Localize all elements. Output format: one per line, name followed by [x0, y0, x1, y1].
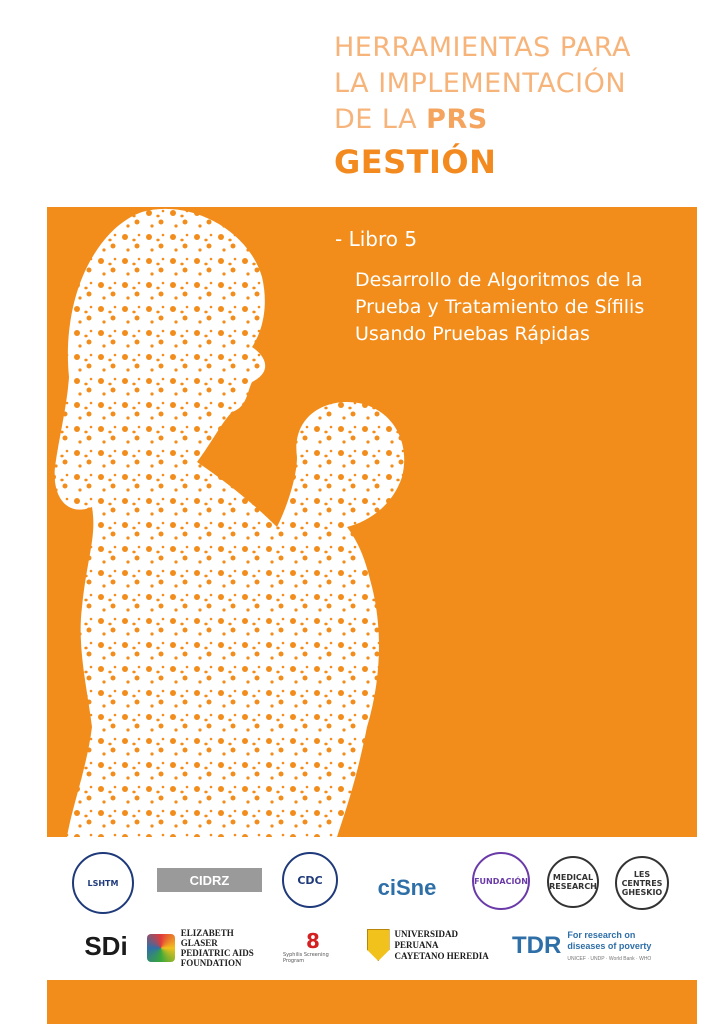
lshtm-logo: [72, 852, 134, 914]
lshtm-text: LSHTM: [87, 878, 119, 888]
book-subtitle-line-3: Usando Pruebas Rápidas: [355, 323, 590, 345]
partner-logos: [47, 838, 697, 980]
mrc-text: MEDICAL RESEARCH: [549, 873, 597, 891]
egpaf-kids-icon: [147, 934, 175, 962]
title-line-3-prefix: DE LA: [334, 104, 418, 135]
upch-logo: [367, 924, 497, 966]
title-line-3: [334, 102, 714, 138]
cisne-text: ciSne: [377, 875, 437, 900]
cover-title: [334, 30, 714, 184]
upch-line-2: CAYETANO HEREDIA: [394, 950, 489, 961]
egpaf-text: [181, 928, 272, 968]
egpaf-logo: [147, 930, 272, 966]
egpaf-line-2: PEDIATRIC AIDS: [180, 948, 254, 958]
cidrz-text: CIDRZ: [189, 872, 230, 888]
gheskio-text: LES CENTRES GHESKIO: [621, 869, 663, 897]
fundacion-logo: [472, 852, 530, 910]
tdr-tag-1: For research on: [567, 929, 636, 940]
upch-line-1: UNIVERSIDAD PERUANA: [394, 928, 459, 950]
bottom-orange-bar: [47, 980, 697, 1024]
upch-text: [395, 929, 497, 962]
egpaf-line-3: FOUNDATION: [180, 958, 242, 968]
mrc-logo: [547, 856, 599, 908]
sdi-text: SDi: [84, 930, 128, 961]
book-subtitle-line-1: Desarrollo de Algoritmos de la: [355, 269, 643, 291]
gheskio-logo: [615, 856, 669, 910]
book-subtitle-line-2: Prueba y Tratamiento de Sífilis: [355, 296, 645, 318]
book-subtitle: [355, 267, 685, 348]
book-number: - Libro 5: [335, 227, 418, 251]
ssp-logo: [283, 928, 343, 966]
tdr-tagline: [567, 929, 651, 964]
book-info: [335, 225, 685, 348]
title-line-2: LA IMPLEMENTACIÓN: [334, 68, 627, 99]
ssp-text: Syphilis Screening Program: [283, 952, 329, 964]
cdc-text: CDC: [297, 873, 323, 887]
title-line-1: HERRAMIENTAS PARA: [334, 32, 632, 63]
cidrz-logo: [157, 868, 262, 892]
title-prs: PRS: [426, 104, 488, 135]
cisne-logo: [362, 868, 452, 908]
tdr-tag-3: UNICEF · UNDP · World Bank · WHO: [567, 955, 652, 962]
title-gestion: GESTIÓN: [334, 143, 497, 181]
cdc-logo: [282, 852, 338, 908]
fundacion-text: FUNDACIÓN: [474, 876, 528, 886]
sdi-logo: [75, 930, 137, 962]
cover-panel: [47, 207, 697, 837]
tdr-tag-2: diseases of poverty: [567, 940, 652, 951]
tdr-logo: [512, 928, 692, 964]
upch-shield-icon: [367, 929, 390, 961]
tdr-text: TDR: [512, 932, 562, 959]
ssp-mark-icon: 8: [306, 929, 320, 953]
egpaf-line-1: ELIZABETH GLASER: [180, 928, 234, 948]
